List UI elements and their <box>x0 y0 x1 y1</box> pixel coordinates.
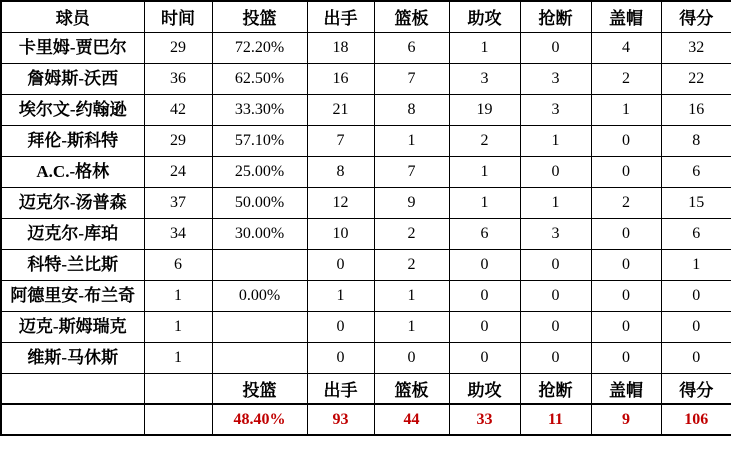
stat-minutes: 36 <box>144 63 212 94</box>
player-name-cell <box>1 218 144 249</box>
stat-rebounds: 2 <box>374 249 449 280</box>
stat-assists: 0 <box>449 342 520 373</box>
stat-blocks: 2 <box>591 63 661 94</box>
col-header-points: 得分 <box>661 1 731 32</box>
stat-rebounds: 7 <box>374 63 449 94</box>
summary-header-steals: 抢断 <box>520 373 591 404</box>
stat-fg-pct: 57.10% <box>212 125 307 156</box>
player-row <box>1 218 731 249</box>
stat-fg-pct <box>212 311 307 342</box>
stat-blocks: 0 <box>591 125 661 156</box>
player-name: 詹姆斯-沃西 <box>27 69 119 88</box>
stat-steals: 0 <box>520 280 591 311</box>
stat-attempts: 10 <box>307 218 374 249</box>
stat-points: 0 <box>661 280 731 311</box>
player-name: 阿德里安-布兰奇 <box>10 286 136 305</box>
stat-blocks: 0 <box>591 280 661 311</box>
col-header-blocks: 盖帽 <box>591 1 661 32</box>
player-name: 埃尔文-约翰逊 <box>18 100 127 119</box>
player-name-cell <box>1 94 144 125</box>
stat-steals: 1 <box>520 187 591 218</box>
stat-points: 0 <box>661 342 731 373</box>
player-name-cell <box>1 342 144 373</box>
stat-minutes: 42 <box>144 94 212 125</box>
stat-points: 32 <box>661 32 731 63</box>
player-name-cell <box>1 249 144 280</box>
stat-assists: 0 <box>449 249 520 280</box>
player-name: 迈克尔-库珀 <box>27 224 119 243</box>
player-name-cell <box>1 311 144 342</box>
stat-attempts: 7 <box>307 125 374 156</box>
stat-steals: 1 <box>520 125 591 156</box>
player-row <box>1 187 731 218</box>
stat-blocks: 0 <box>591 156 661 187</box>
player-name: A.C.-格林 <box>36 162 110 181</box>
stat-rebounds: 1 <box>374 280 449 311</box>
stat-assists: 1 <box>449 187 520 218</box>
stat-minutes: 29 <box>144 125 212 156</box>
total-blocks: 9 <box>591 404 661 435</box>
stat-steals: 0 <box>520 156 591 187</box>
player-name-cell <box>1 125 144 156</box>
stat-blocks: 1 <box>591 94 661 125</box>
empty-cell <box>144 404 212 435</box>
stat-points: 15 <box>661 187 731 218</box>
stat-steals: 0 <box>520 32 591 63</box>
player-row <box>1 156 731 187</box>
stat-attempts: 18 <box>307 32 374 63</box>
stat-minutes: 24 <box>144 156 212 187</box>
stat-minutes: 1 <box>144 280 212 311</box>
stat-assists: 19 <box>449 94 520 125</box>
stat-fg-pct: 72.20% <box>212 32 307 63</box>
col-header-attempts: 出手 <box>307 1 374 32</box>
player-row <box>1 125 731 156</box>
player-row <box>1 311 731 342</box>
stat-minutes: 1 <box>144 342 212 373</box>
empty-cell <box>1 373 144 404</box>
col-header-assists: 助攻 <box>449 1 520 32</box>
stat-assists: 2 <box>449 125 520 156</box>
stat-points: 6 <box>661 218 731 249</box>
player-name-cell <box>1 280 144 311</box>
player-name-cell <box>1 32 144 63</box>
col-header-rebounds: 篮板 <box>374 1 449 32</box>
stat-minutes: 6 <box>144 249 212 280</box>
empty-cell <box>144 373 212 404</box>
col-header-steals: 抢断 <box>520 1 591 32</box>
stat-minutes: 1 <box>144 311 212 342</box>
stat-points: 16 <box>661 94 731 125</box>
summary-header-attempts: 出手 <box>307 373 374 404</box>
stat-rebounds: 9 <box>374 187 449 218</box>
stat-rebounds: 0 <box>374 342 449 373</box>
stat-steals: 3 <box>520 218 591 249</box>
stat-steals: 3 <box>520 63 591 94</box>
stat-blocks: 0 <box>591 249 661 280</box>
header-row <box>1 1 731 32</box>
stat-fg-pct: 0.00% <box>212 280 307 311</box>
stat-points: 0 <box>661 311 731 342</box>
stat-blocks: 0 <box>591 218 661 249</box>
stat-steals: 0 <box>520 311 591 342</box>
stat-attempts: 8 <box>307 156 374 187</box>
stat-steals: 0 <box>520 249 591 280</box>
stat-attempts: 12 <box>307 187 374 218</box>
totals-row <box>1 404 731 435</box>
stat-attempts: 0 <box>307 249 374 280</box>
player-row <box>1 32 731 63</box>
stat-points: 1 <box>661 249 731 280</box>
stat-assists: 6 <box>449 218 520 249</box>
player-name: 卡里姆-贾巴尔 <box>18 38 127 57</box>
player-name: 迈克尔-汤普森 <box>18 193 127 212</box>
player-row <box>1 63 731 94</box>
stat-fg-pct: 30.00% <box>212 218 307 249</box>
stat-assists: 0 <box>449 280 520 311</box>
stat-fg-pct: 33.30% <box>212 94 307 125</box>
stat-rebounds: 7 <box>374 156 449 187</box>
stat-steals: 3 <box>520 94 591 125</box>
stat-steals: 0 <box>520 342 591 373</box>
player-name: 拜伦-斯科特 <box>27 131 119 150</box>
player-name-cell <box>1 156 144 187</box>
stat-assists: 3 <box>449 63 520 94</box>
stat-rebounds: 8 <box>374 94 449 125</box>
stat-attempts: 1 <box>307 280 374 311</box>
total-assists: 33 <box>449 404 520 435</box>
stat-fg-pct: 62.50% <box>212 63 307 94</box>
stat-attempts: 16 <box>307 63 374 94</box>
stat-fg-pct: 25.00% <box>212 156 307 187</box>
stat-rebounds: 1 <box>374 311 449 342</box>
empty-cell <box>1 404 144 435</box>
stat-blocks: 0 <box>591 311 661 342</box>
total-points: 106 <box>661 404 731 435</box>
player-name-cell <box>1 187 144 218</box>
stat-blocks: 0 <box>591 342 661 373</box>
summary-header-rebounds: 篮板 <box>374 373 449 404</box>
stat-blocks: 4 <box>591 32 661 63</box>
col-header-fg-pct: 投篮 <box>212 1 307 32</box>
summary-header-blocks: 盖帽 <box>591 373 661 404</box>
total-steals: 11 <box>520 404 591 435</box>
player-name-cell <box>1 63 144 94</box>
stat-assists: 1 <box>449 156 520 187</box>
stat-fg-pct: 50.00% <box>212 187 307 218</box>
summary-header-assists: 助攻 <box>449 373 520 404</box>
stat-blocks: 2 <box>591 187 661 218</box>
stat-rebounds: 2 <box>374 218 449 249</box>
stat-minutes: 34 <box>144 218 212 249</box>
stat-attempts: 0 <box>307 311 374 342</box>
player-name: 科特-兰比斯 <box>27 255 119 274</box>
stat-fg-pct <box>212 249 307 280</box>
stat-assists: 0 <box>449 311 520 342</box>
stat-points: 8 <box>661 125 731 156</box>
stat-rebounds: 6 <box>374 32 449 63</box>
stat-attempts: 21 <box>307 94 374 125</box>
summary-header-points: 得分 <box>661 373 731 404</box>
player-row <box>1 280 731 311</box>
col-header-player: 球员 <box>1 1 144 32</box>
total-attempts: 93 <box>307 404 374 435</box>
stat-minutes: 29 <box>144 32 212 63</box>
col-header-minutes: 时间 <box>144 1 212 32</box>
total-rebounds: 44 <box>374 404 449 435</box>
stat-fg-pct <box>212 342 307 373</box>
stat-points: 22 <box>661 63 731 94</box>
stat-minutes: 37 <box>144 187 212 218</box>
summary-header-row <box>1 373 731 404</box>
player-row <box>1 249 731 280</box>
player-row <box>1 94 731 125</box>
total-fg-pct: 48.40% <box>212 404 307 435</box>
stat-points: 6 <box>661 156 731 187</box>
player-name: 迈克-斯姆瑞克 <box>18 317 127 336</box>
stat-attempts: 0 <box>307 342 374 373</box>
stat-rebounds: 1 <box>374 125 449 156</box>
player-row <box>1 342 731 373</box>
player-name: 维斯-马休斯 <box>27 348 119 367</box>
summary-header-fg-pct: 投篮 <box>212 373 307 404</box>
stat-assists: 1 <box>449 32 520 63</box>
